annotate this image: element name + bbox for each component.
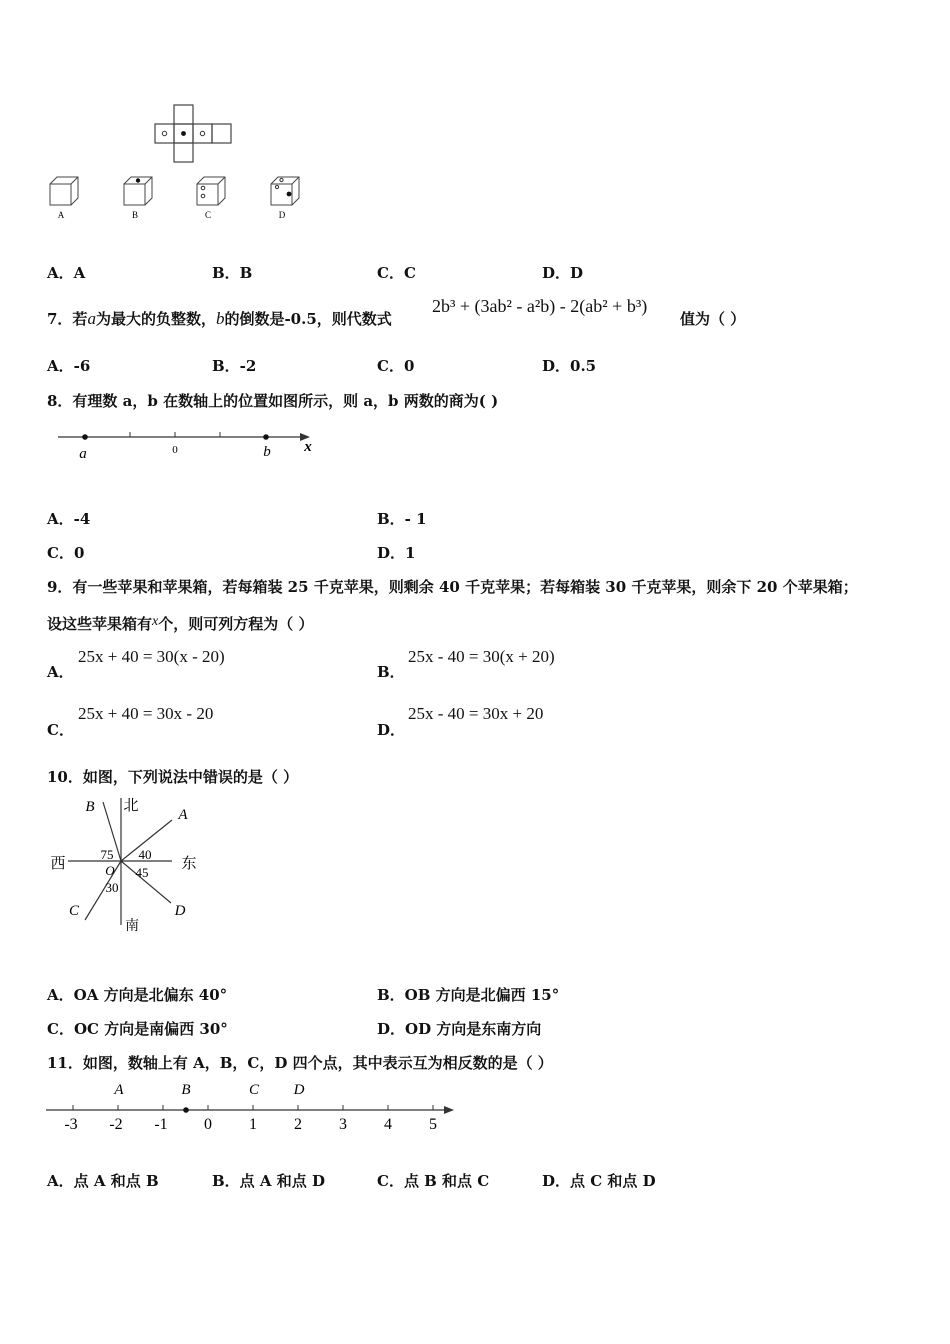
q7-var-a: a [87, 309, 96, 328]
q8-option-c: C．0 [47, 544, 85, 562]
label-b: B [85, 799, 95, 815]
q9-stem-line1: 9．有一些苹果和苹果箱，若每箱装 25 千克苹果，则剩余 40 千克苹果；若每箱装 30 千克苹果，则余下 20 个苹果箱； [47, 578, 858, 596]
label-north: 北 [123, 798, 139, 814]
q9-line2-pre: 设这些苹果箱有 [47, 615, 153, 633]
q7-var-b: b [215, 309, 225, 328]
q6-option-b: B．B [212, 264, 253, 282]
q9-option-b-equation: 25x - 40 = 30(x + 20) [408, 647, 555, 666]
label-a: A [178, 807, 188, 823]
label-c: C [68, 903, 80, 919]
cube-a [50, 177, 78, 205]
tick-label: 2 [294, 1116, 302, 1133]
tick-label: 1 [249, 1116, 257, 1133]
q10-option-c: C．OC 方向是南偏西 30° [47, 1020, 228, 1038]
q7-post: 值为（ ） [680, 310, 746, 328]
net-hollow-dot-2 [200, 131, 204, 135]
q9-option-c-label: C． [47, 721, 74, 739]
q7-option-c: C．0 [377, 357, 415, 375]
net-square-top [174, 105, 193, 124]
net-square-bottom [174, 143, 193, 162]
q11-option-b: B．点 A 和点 D [212, 1172, 325, 1190]
cube-label-b: B [131, 210, 139, 220]
cube-net-figure [0, 0, 950, 230]
cube-d [271, 177, 299, 205]
label-a: a [79, 446, 87, 462]
q6-option-c: C．C [377, 264, 416, 282]
q7-option-a: A．-6 [47, 357, 91, 375]
angle-75: 75 [100, 847, 114, 862]
label-east: 东 [181, 856, 197, 872]
label-south: 南 [125, 919, 139, 934]
cube-label-d: D [278, 210, 286, 220]
q7-option-b: B．-2 [212, 357, 257, 375]
net-square-4 [212, 124, 231, 143]
q10-option-d: D．OD 方向是东南方向 [377, 1020, 542, 1038]
q8-number-line [0, 420, 330, 470]
label-west: 西 [50, 856, 66, 872]
q9-var-x: x [152, 614, 159, 629]
point-label-b: B [181, 1082, 191, 1098]
tick-label: 0 [204, 1116, 212, 1133]
q9-option-d-label: D． [377, 721, 406, 739]
point-label-c: C [248, 1082, 260, 1098]
tick-label: 3 [339, 1116, 347, 1133]
q9-option-a-equation: 25x + 40 = 30(x - 20) [78, 647, 225, 666]
q11-stem: 11．如图，数轴上有 A，B，C，D 四个点，其中表示互为相反数的是（ ） [47, 1054, 553, 1072]
q11-option-d: D．点 C 和点 D [542, 1172, 656, 1190]
label-o: O [105, 863, 115, 878]
label-b: b [263, 444, 271, 460]
net-hollow-dot-1 [162, 131, 166, 135]
q9-option-a-label: A． [47, 663, 74, 681]
net-solid-dot [181, 131, 186, 136]
q9-line2-post: 个，则可列方程为（ ） [158, 615, 314, 633]
q9-option-b-label: B． [377, 663, 405, 681]
q10-option-a: A．OA 方向是北偏东 40° [47, 986, 228, 1004]
label-d: D [174, 903, 186, 919]
cube-label-c: C [204, 210, 212, 220]
q9-option-d-equation: 25x - 40 = 30x + 20 [408, 704, 544, 723]
angle-30: 30 [105, 880, 119, 895]
q8-option-b: B．- 1 [377, 510, 427, 528]
q11-number-line [0, 1075, 470, 1135]
q8-option-d: D．1 [377, 544, 416, 562]
label-x: x [304, 439, 312, 455]
tick-label: -3 [64, 1116, 78, 1133]
point-label-a: A [114, 1082, 124, 1098]
q10-stem: 10．如图，下列说法中错误的是（ ） [47, 768, 299, 786]
tick-label: -2 [109, 1116, 123, 1133]
label-zero: 0 [172, 444, 178, 456]
q6-option-a: A．A [47, 264, 86, 282]
tick-label: 4 [384, 1116, 392, 1133]
point-b [263, 434, 269, 440]
cube-c [197, 177, 225, 205]
q7-mid1: 为最大的负整数， [95, 310, 216, 328]
q9-stem-line2 [47, 613, 313, 634]
q6-option-d: D．D [542, 264, 584, 282]
compass-figure [0, 790, 230, 940]
q8-stem: 8．有理数 a，b 在数轴上的位置如图所示，则 a，b 两数的商为( ) [47, 392, 499, 410]
tick-label: 5 [429, 1116, 437, 1133]
angle-45: 45 [135, 865, 149, 880]
point-a [82, 434, 88, 440]
tick-label: -1 [154, 1116, 168, 1133]
q8-option-a: A．-4 [47, 510, 91, 528]
q10-option-b: B．OB 方向是北偏西 15° [377, 986, 560, 1004]
q7-expression: 2b³ + (3ab² - a²b) - 2(ab² + b³) [432, 296, 648, 316]
point-label-d: D [293, 1082, 305, 1098]
q11-option-c: C．点 B 和点 C [377, 1172, 490, 1190]
cube-label-a: A [57, 210, 65, 220]
q7-option-d: D．0.5 [542, 357, 597, 375]
q7-pre: 7．若 [47, 310, 88, 328]
point-b [183, 1107, 189, 1113]
q7-mid2: 的倒数是-0.5，则代数式 [224, 310, 392, 328]
q9-option-c-equation: 25x + 40 = 30x - 20 [78, 704, 214, 723]
q11-option-a: A．点 A 和点 B [47, 1172, 159, 1190]
q7-stem [47, 308, 392, 329]
angle-40: 40 [138, 847, 152, 862]
